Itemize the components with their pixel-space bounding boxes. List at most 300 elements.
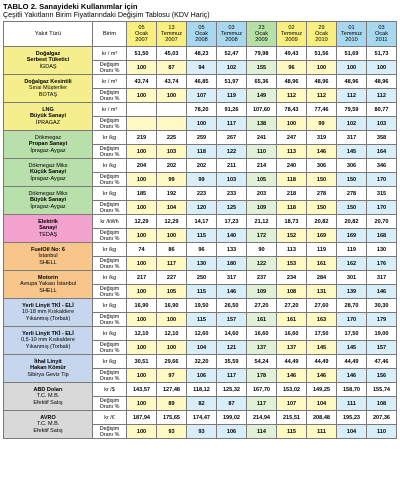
fuel-name-cell (4, 243, 93, 271)
price-value-cell: 185 (127, 187, 157, 201)
price-value-cell: 187,94 (127, 411, 157, 425)
header-date-day: 05 (198, 24, 205, 31)
change-label-cell (93, 425, 127, 439)
change-label-line: Oranı % (99, 123, 120, 130)
price-value-cell: 44,49 (337, 355, 367, 369)
change-percent-cell: 100 (157, 341, 187, 355)
change-percent-cell: 150 (307, 201, 337, 215)
unit-cell: kr /kg (93, 131, 127, 145)
header-row (4, 22, 397, 47)
change-label-line: Oranı % (99, 347, 120, 354)
change-label-line: Oranı % (99, 179, 120, 186)
price-value-cell: 29,66 (157, 355, 187, 369)
change-percent-cell: 100 (337, 61, 367, 75)
price-value-cell: 51,73 (367, 47, 397, 61)
change-percent-cell: 146 (307, 145, 337, 159)
change-label-line: Değişim (99, 61, 120, 68)
table-row (4, 47, 397, 61)
price-value-cell: 43,74 (127, 75, 157, 89)
price-value-cell: 149,25 (307, 383, 337, 397)
header-date-year: 2010 (345, 37, 358, 44)
table-row (4, 131, 397, 145)
price-value-cell: 16,90 (157, 299, 187, 313)
change-percent-cell: 100 (187, 117, 217, 131)
unit-cell: kr /$ (93, 383, 127, 397)
header-date-year: 2008 (225, 37, 238, 44)
header-date-day: 23 (258, 24, 265, 31)
table-row (4, 159, 397, 173)
change-percent-cell: 156 (367, 369, 397, 383)
change-percent-cell: 138 (247, 117, 277, 131)
price-value-cell: 306 (337, 159, 367, 173)
price-value-cell: 32,20 (187, 355, 217, 369)
change-label-line: Değişim (99, 257, 120, 264)
change-percent-cell: 150 (337, 173, 367, 187)
change-label-line: Oranı % (99, 431, 120, 438)
table-title: TABLO 2. Sanayideki Kullanımlar için (3, 2, 138, 11)
header-date-3 (217, 22, 247, 47)
price-value-cell: 155,74 (367, 383, 397, 397)
unit-cell: kr /kg (93, 355, 127, 369)
price-value-cell: 174,47 (187, 411, 217, 425)
change-label-line: Oranı % (99, 207, 120, 214)
price-value-cell: 12,29 (157, 215, 187, 229)
table-row (4, 355, 397, 369)
header-date-month: Ocak (134, 30, 149, 37)
price-value-cell: 90 (247, 243, 277, 257)
change-label-line: Oranı % (99, 263, 120, 270)
change-label-line: Değişim (99, 369, 120, 376)
fuel-name-line: Efektif Satış (33, 399, 63, 406)
header-date-0 (127, 22, 157, 47)
fuel-name-line: FuelOil No: 6 (31, 247, 65, 254)
header-date-day: 02 (288, 24, 295, 31)
header-date-month: Ocak (314, 30, 329, 37)
change-percent-cell: 112 (367, 89, 397, 103)
fuel-name-line: Avrupa Yakası İstanbul (20, 281, 76, 288)
price-value-cell: 192 (157, 187, 187, 201)
change-percent-cell: 163 (307, 313, 337, 327)
price-value-cell: 17,50 (337, 327, 367, 341)
change-label-cell (93, 61, 127, 75)
fuel-name-cell (4, 271, 93, 299)
change-percent-cell: 164 (367, 145, 397, 159)
price-value-cell: 44,49 (307, 355, 337, 369)
change-percent-cell: 87 (157, 61, 187, 75)
fuel-name-line: Propan Sanayi (28, 141, 68, 148)
change-percent-cell: 169 (337, 229, 367, 243)
price-value-cell: 19,00 (367, 327, 397, 341)
change-percent-cell: 162 (337, 257, 367, 271)
price-value-cell: 14,17 (187, 215, 217, 229)
change-percent-cell: 111 (337, 397, 367, 411)
change-label-line: Oranı % (99, 291, 120, 298)
fuel-name-line: İthal Linyit (34, 359, 62, 366)
change-percent-cell: 146 (337, 369, 367, 383)
change-percent-cell: 115 (277, 425, 307, 439)
change-percent-cell: 145 (337, 145, 367, 159)
change-percent-cell: 106 (217, 425, 247, 439)
price-value-cell: 317 (337, 131, 367, 145)
change-percent-cell: 122 (247, 257, 277, 271)
price-value-cell: 306 (307, 159, 337, 173)
header-date-4 (247, 22, 277, 47)
fuel-name-cell (4, 103, 93, 131)
price-value-cell: 26,50 (217, 299, 247, 313)
fuel-name-cell (4, 187, 93, 215)
change-percent-cell: 169 (307, 229, 337, 243)
header-date-month: Ocak (254, 30, 269, 37)
change-percent-cell: 104 (337, 425, 367, 439)
change-label-line: Değişim (99, 117, 120, 124)
price-value-cell: 233 (217, 187, 247, 201)
change-percent-cell: 157 (367, 341, 397, 355)
change-label-line: Oranı % (99, 151, 120, 158)
price-value-cell: 319 (307, 131, 337, 145)
price-value-cell: 107,60 (247, 103, 277, 117)
header-date-year: 2007 (165, 37, 178, 44)
change-percent-cell: 96 (277, 61, 307, 75)
change-percent-cell: 112 (307, 89, 337, 103)
table-row (4, 103, 397, 117)
price-value-cell: 27,20 (247, 299, 277, 313)
unit-cell: kr /kg (93, 327, 127, 341)
header-date-day: 03 (228, 24, 235, 31)
price-value-cell: 79,59 (337, 103, 367, 117)
price-value-cell: 51,97 (217, 75, 247, 89)
price-value-cell: 301 (337, 271, 367, 285)
fuel-name-line: İpragaz-Aygaz (30, 175, 66, 182)
price-value-cell: 130 (367, 243, 397, 257)
change-percent-cell: 100 (367, 61, 397, 75)
price-value-cell: 12,10 (127, 327, 157, 341)
change-percent-cell: 100 (277, 117, 307, 131)
price-value-cell: 14,60 (217, 327, 247, 341)
change-label-cell (93, 173, 127, 187)
price-value-cell: 17,50 (307, 327, 337, 341)
price-value-cell: 153,02 (277, 383, 307, 397)
price-value-cell: 45,03 (157, 47, 187, 61)
header-date-day: 05 (138, 24, 145, 31)
change-percent-cell (157, 117, 187, 131)
change-percent-cell (127, 117, 157, 131)
table-subtitle: Çeşitli Yakıtların Birim Fiyatlarındaki Değişim Tablosu (KDV Hariç) (3, 11, 210, 19)
change-percent-cell: 107 (187, 89, 217, 103)
fuel-name-line: Dökmegaz Miks (28, 163, 68, 170)
price-value-cell: 49,43 (277, 47, 307, 61)
header-date-year: 2007 (135, 37, 148, 44)
header-date-day: 03 (378, 24, 385, 31)
change-percent-cell: 110 (367, 425, 397, 439)
change-percent-cell: 115 (187, 313, 217, 327)
change-label-line: Değişim (99, 341, 120, 348)
price-value-cell: 27,20 (277, 299, 307, 313)
change-percent-cell: 100 (127, 201, 157, 215)
change-label-line: Değişim (99, 397, 120, 404)
price-value-cell: 19,50 (187, 299, 217, 313)
price-value-cell: 44,49 (277, 355, 307, 369)
header-date-year: 2009 (255, 37, 268, 44)
change-percent-cell: 139 (337, 285, 367, 299)
header-date-day: 13 (168, 24, 175, 31)
fuel-name-line: Sanayi (39, 225, 57, 232)
change-label-cell (93, 89, 127, 103)
header-yakit-turu: Yakıt Türü (4, 22, 93, 47)
price-change-table (3, 21, 397, 439)
price-value-cell: 30,30 (367, 299, 397, 313)
fuel-name-line: Hakan Kömür (30, 365, 66, 372)
price-value-cell: 227 (157, 271, 187, 285)
price-value-cell: 118,12 (187, 383, 217, 397)
fuel-name-line: İpragaz-Aygaz (30, 147, 66, 154)
price-value-cell: 51,50 (127, 47, 157, 61)
header-date-year: 2008 (195, 37, 208, 44)
change-percent-cell: 108 (277, 285, 307, 299)
change-percent-cell: 104 (307, 397, 337, 411)
change-percent-cell: 100 (127, 173, 157, 187)
price-value-cell: 195,23 (337, 411, 367, 425)
price-value-cell: 346 (367, 159, 397, 173)
price-value-cell: 218 (277, 187, 307, 201)
change-percent-cell: 118 (277, 173, 307, 187)
unit-cell: kr /€ (93, 411, 127, 425)
document-page (3, 2, 397, 439)
change-percent-cell: 100 (127, 89, 157, 103)
price-value-cell: 234 (277, 271, 307, 285)
unit-cell: kr /kWh (93, 215, 127, 229)
change-percent-cell: 100 (307, 61, 337, 75)
change-label-line: Oranı % (99, 95, 120, 102)
price-value-cell: 96 (187, 243, 217, 257)
change-percent-cell: 104 (187, 341, 217, 355)
fuel-name-cell (4, 327, 93, 355)
change-label-line: Oranı % (99, 403, 120, 410)
price-value-cell: 18,73 (277, 215, 307, 229)
change-percent-cell: 125 (217, 201, 247, 215)
price-value-cell: 48,96 (277, 75, 307, 89)
fuel-name-line: SHELL (39, 287, 57, 294)
price-value-cell: 17,23 (217, 215, 247, 229)
price-value-cell: 202 (157, 159, 187, 173)
price-value-cell: 79,98 (247, 47, 277, 61)
change-percent-cell: 112 (277, 89, 307, 103)
price-value-cell: 52,47 (217, 47, 247, 61)
price-value-cell: 30,51 (127, 355, 157, 369)
header-date-year: 2010 (315, 37, 328, 44)
change-percent-cell: 157 (217, 313, 247, 327)
change-percent-cell: 146 (277, 369, 307, 383)
price-value-cell: 125,32 (217, 383, 247, 397)
header-date-8 (367, 22, 397, 47)
price-value-cell: 217 (127, 271, 157, 285)
price-value-cell: 219 (127, 131, 157, 145)
header-date-month: Ocak (194, 30, 209, 37)
change-percent-cell: 108 (367, 397, 397, 411)
fuel-name-line: Büyük Sanayi (29, 197, 67, 204)
table-row (4, 215, 397, 229)
fuel-name-line: Sibirya Geviz Tip (27, 371, 69, 378)
table-body (4, 47, 397, 439)
price-value-cell: 247 (277, 131, 307, 145)
price-value-cell: 65,36 (247, 75, 277, 89)
price-value-cell: 259 (187, 131, 217, 145)
price-value-cell (127, 103, 157, 117)
unit-cell: kr /kg (93, 159, 127, 173)
price-value-cell: 54,24 (247, 355, 277, 369)
change-percent-cell: 103 (157, 145, 187, 159)
header-date-day: 01 (348, 24, 355, 31)
price-value-cell: 20,70 (367, 215, 397, 229)
fuel-name-line: İPRAGAZ (35, 119, 61, 126)
change-percent-cell: 170 (367, 201, 397, 215)
fuel-name-cell (4, 215, 93, 243)
change-percent-cell: 117 (217, 117, 247, 131)
change-percent-cell: 146 (217, 285, 247, 299)
header-date-month: Temmuz (340, 30, 363, 37)
change-percent-cell: 117 (157, 257, 187, 271)
price-value-cell: 48,23 (187, 47, 217, 61)
fuel-name-cell (4, 355, 93, 383)
change-label-cell (93, 117, 127, 131)
price-value-cell: 207,36 (367, 411, 397, 425)
header-date-1 (157, 22, 187, 47)
change-label-cell (93, 229, 127, 243)
fuel-name-line: Sınai Müşteriler (28, 85, 68, 92)
price-value-cell: 20,82 (337, 215, 367, 229)
change-label-cell (93, 145, 127, 159)
change-percent-cell: 89 (157, 397, 187, 411)
change-percent-cell: 100 (127, 369, 157, 383)
change-percent-cell: 100 (127, 145, 157, 159)
fuel-name-line: BOTAŞ (38, 91, 58, 98)
table-row (4, 299, 397, 313)
change-percent-cell: 131 (307, 285, 337, 299)
change-percent-cell: 114 (247, 425, 277, 439)
change-percent-cell: 109 (247, 201, 277, 215)
fuel-name-line: Dökmegaz Miks (28, 191, 68, 198)
price-value-cell: 48,96 (367, 75, 397, 89)
fuel-name-line: İstanbul (38, 253, 58, 260)
price-value-cell: 240 (277, 159, 307, 173)
header-date-6 (307, 22, 337, 47)
change-percent-cell: 146 (307, 369, 337, 383)
change-label-cell (93, 397, 127, 411)
change-percent-cell: 99 (157, 173, 187, 187)
price-value-cell: 27,60 (307, 299, 337, 313)
price-value-cell: 214,94 (247, 411, 277, 425)
price-value-cell: 51,69 (337, 47, 367, 61)
table-row (4, 271, 397, 285)
change-label-line: Değişim (99, 229, 120, 236)
change-percent-cell: 118 (187, 145, 217, 159)
change-percent-cell: 178 (247, 369, 277, 383)
price-value-cell: 78,20 (187, 103, 217, 117)
fuel-name-line: T.C. M.B. (36, 421, 60, 428)
change-percent-cell: 180 (217, 257, 247, 271)
fuel-name-line: Doğalgaz (35, 51, 61, 58)
change-label-cell (93, 313, 127, 327)
price-value-cell: 20,82 (307, 215, 337, 229)
price-value-cell: 47,46 (367, 355, 397, 369)
change-percent-cell: 103 (217, 173, 247, 187)
price-value-cell: 91,26 (217, 103, 247, 117)
change-percent-cell: 110 (247, 145, 277, 159)
unit-cell: kr / m³ (93, 47, 127, 61)
header-date-month: Temmuz (280, 30, 303, 37)
change-percent-cell: 172 (247, 229, 277, 243)
change-label-line: Oranı % (99, 67, 120, 74)
change-percent-cell: 99 (187, 173, 217, 187)
change-percent-cell: 140 (217, 229, 247, 243)
change-label-line: Değişim (99, 285, 120, 292)
fuel-name-line: LNG (42, 107, 54, 114)
change-percent-cell: 106 (187, 369, 217, 383)
change-percent-cell: 150 (337, 201, 367, 215)
price-value-cell: 51,56 (307, 47, 337, 61)
change-percent-cell: 117 (217, 369, 247, 383)
fuel-name-cell (4, 299, 93, 327)
change-percent-cell: 130 (187, 257, 217, 271)
header-date-day: 29 (318, 24, 325, 31)
price-value-cell: 203 (247, 187, 277, 201)
price-value-cell (157, 103, 187, 117)
change-percent-cell: 102 (217, 61, 247, 75)
change-percent-cell: 168 (367, 229, 397, 243)
header-date-year: 2011 (375, 37, 388, 44)
unit-cell: kr /kg (93, 243, 127, 257)
change-percent-cell: 103 (367, 117, 397, 131)
change-percent-cell: 150 (307, 173, 337, 187)
change-percent-cell: 115 (187, 285, 217, 299)
change-percent-cell: 100 (127, 61, 157, 75)
fuel-name-line: Elektrik (38, 219, 58, 226)
change-percent-cell: 100 (157, 229, 187, 243)
price-value-cell: 211 (217, 159, 247, 173)
fuel-name-line: Yıkanmış (Torbalı) (25, 343, 71, 350)
fuel-name-cell (4, 75, 93, 103)
price-value-cell: 315 (367, 187, 397, 201)
price-value-cell: 284 (307, 271, 337, 285)
change-percent-cell: 161 (307, 257, 337, 271)
change-percent-cell: 109 (247, 285, 277, 299)
price-value-cell: 119 (337, 243, 367, 257)
change-percent-cell: 117 (247, 397, 277, 411)
price-value-cell: 250 (187, 271, 217, 285)
price-value-cell: 158,70 (337, 383, 367, 397)
unit-cell: kr /kg (93, 271, 127, 285)
table-row (4, 243, 397, 257)
fuel-name-cell (4, 131, 93, 159)
price-value-cell: 278 (307, 187, 337, 201)
unit-cell: kr / m³ (93, 103, 127, 117)
header-date-month: Ocak (374, 30, 389, 37)
fuel-name-line: SHELL (39, 259, 57, 266)
change-percent-cell: 100 (127, 397, 157, 411)
price-value-cell: 86 (157, 243, 187, 257)
change-percent-cell: 137 (277, 341, 307, 355)
change-label-cell (93, 285, 127, 299)
fuel-name-line: Doğalgaz Kesintili (24, 79, 72, 86)
price-value-cell: 35,59 (217, 355, 247, 369)
change-percent-cell: 113 (277, 145, 307, 159)
price-value-cell: 74 (127, 243, 157, 257)
change-percent-cell: 93 (157, 425, 187, 439)
change-percent-cell: 82 (187, 397, 217, 411)
change-label-line: Oranı % (99, 319, 120, 326)
change-percent-cell: 100 (157, 313, 187, 327)
change-label-line: Değişim (99, 89, 120, 96)
change-percent-cell: 161 (277, 313, 307, 327)
